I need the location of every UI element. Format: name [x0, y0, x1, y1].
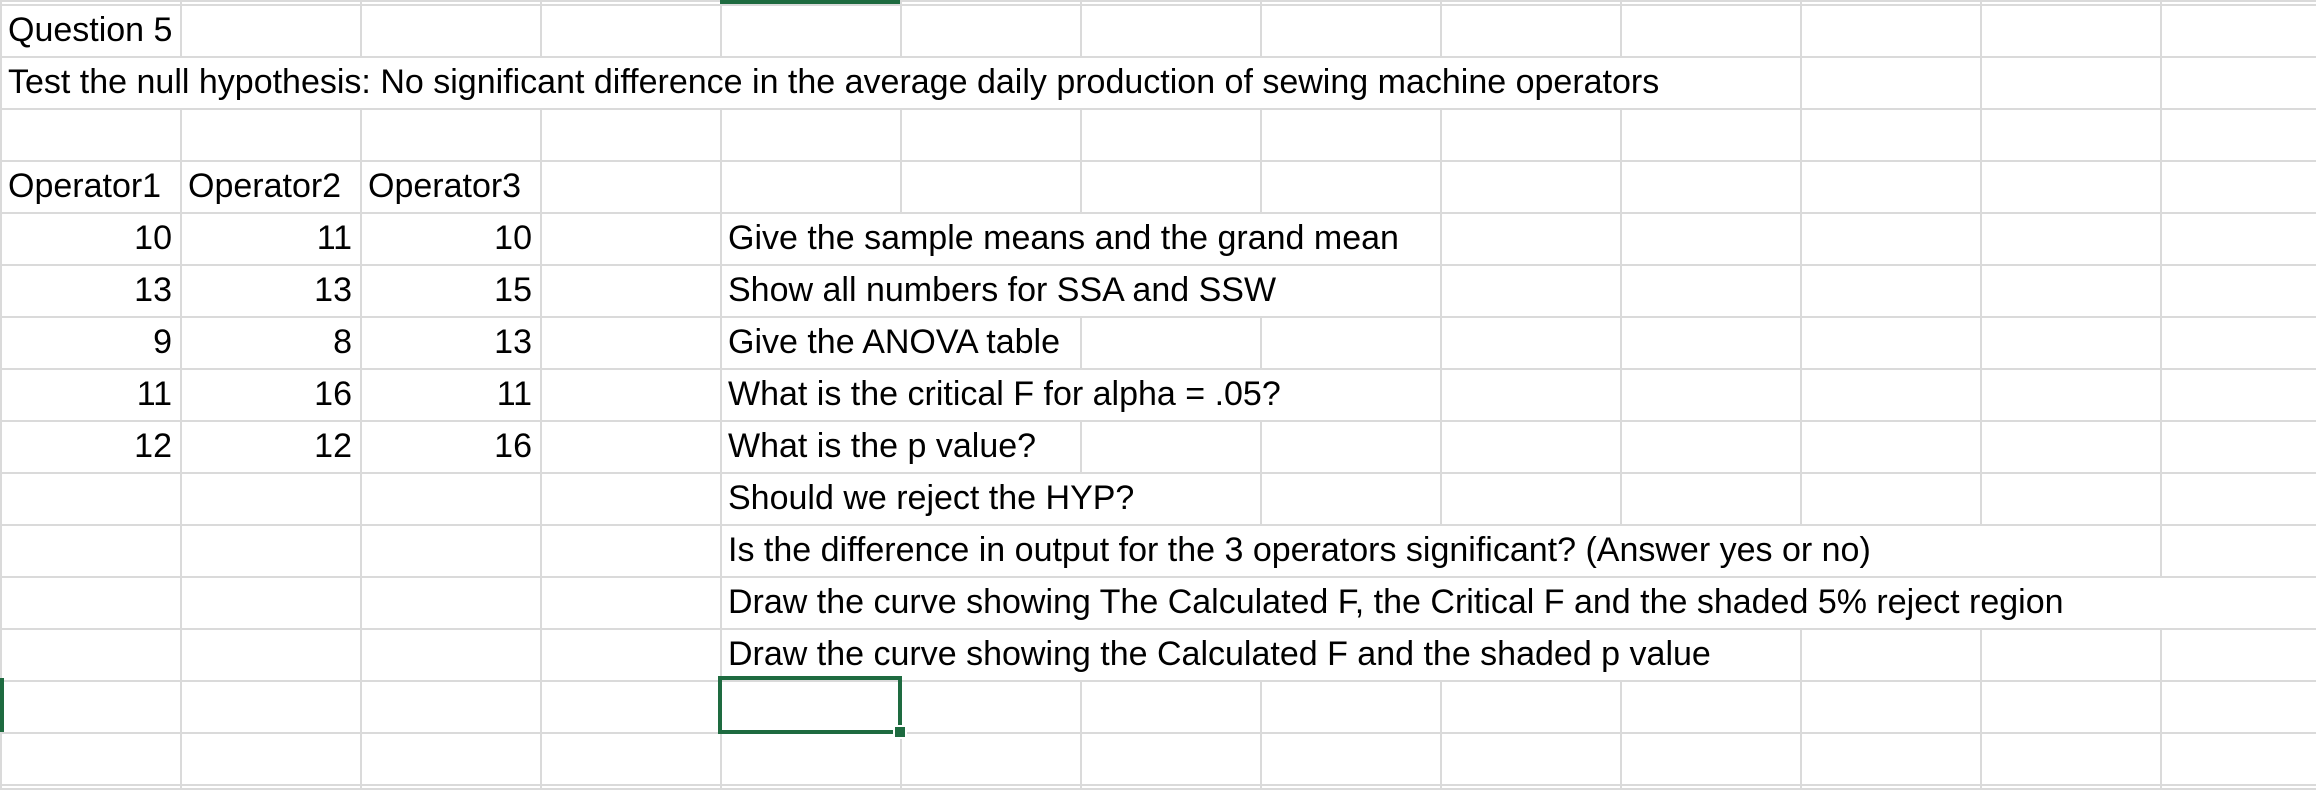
- task-instruction-cell[interactable]: What is the critical F for alpha = .05?: [728, 375, 1281, 413]
- data-cell[interactable]: 13: [134, 271, 172, 309]
- task-instruction-cell[interactable]: Give the sample means and the grand mean: [728, 219, 1399, 257]
- task-instruction-cell[interactable]: Draw the curve showing The Calculated F, the Critical F and the shaded 5% reject region: [728, 583, 2064, 621]
- selected-column-indicator: [720, 0, 900, 4]
- row-gridline: [0, 784, 2316, 786]
- fill-handle[interactable]: [893, 725, 907, 739]
- column-gridline: [1980, 0, 1982, 788]
- task-instruction-cell[interactable]: Should we reject the HYP?: [728, 479, 1135, 517]
- column-gridline: [2160, 0, 2162, 788]
- selected-cell[interactable]: [718, 676, 902, 734]
- column-header-operator2[interactable]: Operator2: [188, 167, 342, 205]
- data-cell[interactable]: 12: [314, 427, 352, 465]
- data-cell[interactable]: 8: [333, 323, 352, 361]
- column-gridline: [540, 0, 542, 788]
- row-gridline: [0, 680, 2316, 682]
- data-cell[interactable]: 9: [153, 323, 172, 361]
- task-instruction-cell[interactable]: Give the ANOVA table: [728, 323, 1060, 361]
- row-gridline: [0, 108, 2316, 110]
- hypothesis-cell[interactable]: Test the null hypothesis: No significant difference in the average daily production of sewing machine operators: [8, 63, 1660, 101]
- selected-row-indicator: [0, 678, 4, 732]
- task-instruction-cell[interactable]: Draw the curve showing the Calculated F and the shaded p value: [728, 635, 1711, 673]
- question-title-cell[interactable]: Question 5: [8, 11, 173, 49]
- data-cell[interactable]: 11: [316, 219, 352, 257]
- task-instruction-cell[interactable]: Is the difference in output for the 3 operators significant? (Answer yes or no): [728, 531, 1871, 569]
- data-cell[interactable]: 16: [494, 427, 532, 465]
- column-gridline: [1800, 0, 1802, 788]
- data-cell[interactable]: 16: [314, 375, 352, 413]
- data-cell[interactable]: 10: [134, 219, 172, 257]
- row-gridline: [0, 0, 2316, 2]
- column-header-operator3[interactable]: Operator3: [368, 167, 522, 205]
- data-cell[interactable]: 11: [496, 375, 532, 413]
- column-header-operator1[interactable]: Operator1: [8, 167, 162, 205]
- task-instruction-cell[interactable]: Show all numbers for SSA and SSW: [728, 271, 1277, 309]
- task-instruction-cell[interactable]: What is the p value?: [728, 427, 1037, 465]
- data-cell[interactable]: 10: [494, 219, 532, 257]
- data-cell[interactable]: 15: [494, 271, 532, 309]
- data-cell[interactable]: 13: [314, 271, 352, 309]
- data-cell[interactable]: 12: [134, 427, 172, 465]
- data-cell[interactable]: 13: [494, 323, 532, 361]
- row-gridline: [0, 732, 2316, 734]
- data-cell[interactable]: 11: [136, 375, 172, 413]
- row-gridline: [0, 4, 2316, 6]
